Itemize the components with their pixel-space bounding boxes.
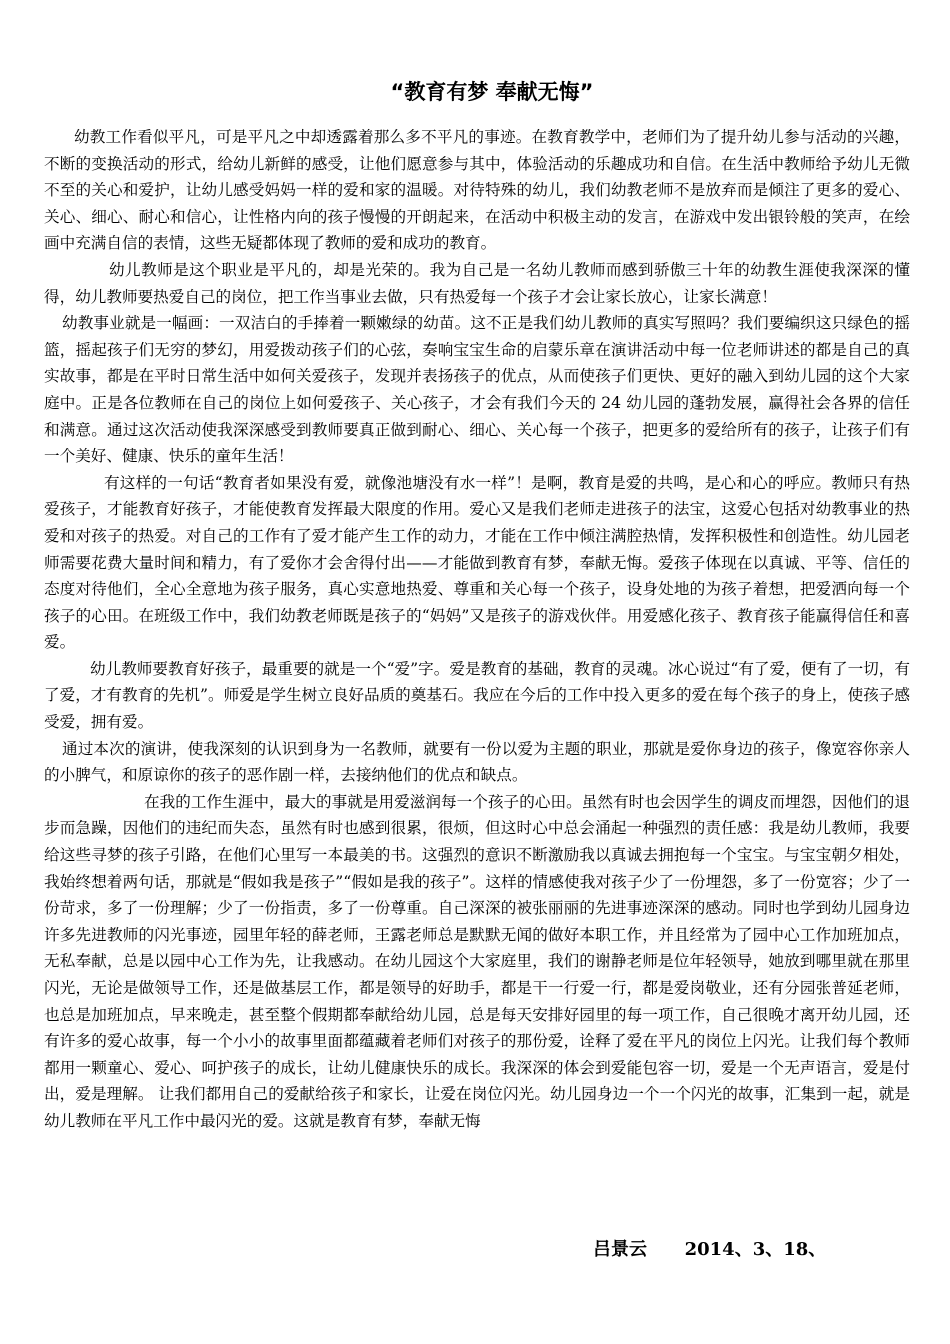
paragraph-1: 幼教工作看似平凡，可是平凡之中却透露着那么多不平凡的事迹。在教育教学中，老师们为了提升幼儿参与活动的兴趣，不断的变换活动的形式，给幼儿新鲜的感受，让他们愿意参与其中，体验活动的乐趣成功和自信。在生活中教师给予幼儿无微不至的关心和爱护，让幼儿感受妈妈一样的爱和家的温暖。对待特殊的幼儿，我们幼教老师不是放弃而是倾注了更多的爱心、关心、细心、耐心和信心，让性格内向的孩子慢慢的开朗起来，在活动中积极主动的发言，在游戏中发出银铃般的笑声，在绘画中充满自信的表情，这些无疑都体现了教师的爱和成功的教育。 [44,128,910,253]
paragraph-5: 幼儿教师要教育好孩子，最重要的就是一个“爱”字。爱是教育的基础，教育的灵魂。冰心说过“有了爱，便有了一切，有了爱，才有教育的先机”。师爱是学生树立良好品质的奠基石。我应在今后的工作中投入更多的爱在每个孩子的身上，使孩子感受爱，拥有爱。 [44,659,910,732]
paragraph-3: 幼教事业就是一幅画：一双洁白的手捧着一颗嫩绿的幼苗。这不正是我们幼儿教师的真实写照吗？我们要编织这只绿色的摇篮，摇起孩子们无穷的梦幻，用爱拨动孩子们的心弦，奏响宝宝生命的启蒙乐章在演讲活动中每一位老师讲述的都是自己的真实故事，都是在平时日常生活中如何关爱孩子，发现并表扬孩子的优点，从而使孩子们更快、更好的融入到幼儿园的这个大家庭中。正是各位教师在自己的岗位上如何爱孩子、关心孩子，才会有我们今天的 24 幼儿园的蓬勃发展，赢得社会各界的信任和满意。通过这次活动使我深深感受到教师要真正做到耐心、细心、关心每一个孩子，把更多的爱给所有的孩子，让孩子们有一个美好、健康、快乐的童年生活！ [44,314,910,466]
paragraph-2: 幼儿教师是这个职业是平凡的，却是光荣的。我为自己是一名幼儿教师而感到骄傲三十年的幼教生涯使我深深的懂得，幼儿教师要热爱自己的岗位，把工作当事业去做，只有热爱每一个孩子才会让家长放心，让家长满意！ [44,260,910,306]
paragraph-4: 有这样的一句话“教育者如果没有爱，就像池塘没有水一样”！是啊，教育是爱的共鸣，是心和心的呼应。教师只有热爱孩子，才能教育好孩子，才能使教育发挥最大限度的作用。爱心又是我们老师走进孩子的法宝，这爱心包括对幼教事业的热爱和对孩子的热爱。对自己的工作有了爱才能产生工作的动力，才能在工作中倾注满腔热情，发挥积极性和创造性。幼儿园老师需要花费大量时间和精力，有了爱你才会舍得付出——才能做到教育有梦，奉献无悔。爱孩子体现在以真诚、平等、信任的态度对待他们，全心全意地为孩子服务，真心实意地热爱、尊重和关心每一个孩子，设身处地的为孩子着想，把爱洒向每一个孩子的心田。在班级工作中，我们幼教老师既是孩子的“妈妈”又是孩子的游戏伙伴。用爱感化孩子、教育孩子能赢得信任和喜爱。 [44,473,910,652]
author-signature-date: 吕景云 2014、3、18、 [593,1239,827,1260]
document-body [44,78,910,1135]
document-title: “教育有梦 奉献无悔” [390,80,594,104]
paragraph-6: 通过本次的演讲，使我深刻的认识到身为一名教师，就要有一份以爱为主题的职业，那就是爱你身边的孩子，像宽容你亲人的小脾气，和原谅你的孩子的恶作剧一样，去接纳他们的优点和缺点。 [44,739,910,785]
paragraph-7: 在我的工作生涯中，最大的事就是用爱滋润每一个孩子的心田。虽然有时也会因学生的调皮而埋怨，因他们的退步而急躁，因他们的违纪而失态，虽然有时也感到很累，很烦，但这时心中总会涌起一种强烈的责任感：我是幼儿教师，我要给这些寻梦的孩子引路，在他们心里写一本最美的书。这强烈的意识不断激励我以真诚去拥抱每一个宝宝。与宝宝朝夕相处，我始终想着两句话，那就是“假如我是孩子”“假如是我的孩子”。这样的情感使我对孩子少了一份埋怨，多了一份宽容；少了一份苛求，多了一份理解；少了一份指责，多了一份尊重。自己深深的被张丽丽的先进事迹深深的感动。同时也学到幼儿园身边许多先进教师的闪光事迹，园里年轻的薛老师，王露老师总是默默无闻的做好本职工作，并且经常为了园中心工作加班加点，无私奉献，总是以园中心工作为先，让我感动。在幼儿园这个大家庭里，我们的谢静老师是位年轻领导，她放到哪里就在那里闪光，无论是做领导工作，还是做基层工作，都是领导的好助手，都是干一行爱一行，都是爱岗敬业，还有分园张普延老师，也总是加班加点，早来晚走，甚至整个假期都奉献给幼儿园，总是每天安排好园里的每一项工作，自己很晚才离开幼儿园，还有许多的爱心故事，每一个小小的故事里面都蕴藏着老师们对孩子的那份爱，诠释了爱在平凡的岗位上闪光。让我们每个教师都用一颗童心、爱心、呵护孩子的成长，让幼儿健康快乐的成长。我深深的体会到爱能包容一切，爱是一个无声语言，爱是付出，爱是理解。 让我们都用自己的爱献给孩子和家长，让爱在岗位闪光。幼儿园身边一个一个闪光的故事，汇集到一起，就是幼儿教师在平凡工作中最闪光的爱。这就是教育有梦，奉献无悔 [44,792,910,1130]
